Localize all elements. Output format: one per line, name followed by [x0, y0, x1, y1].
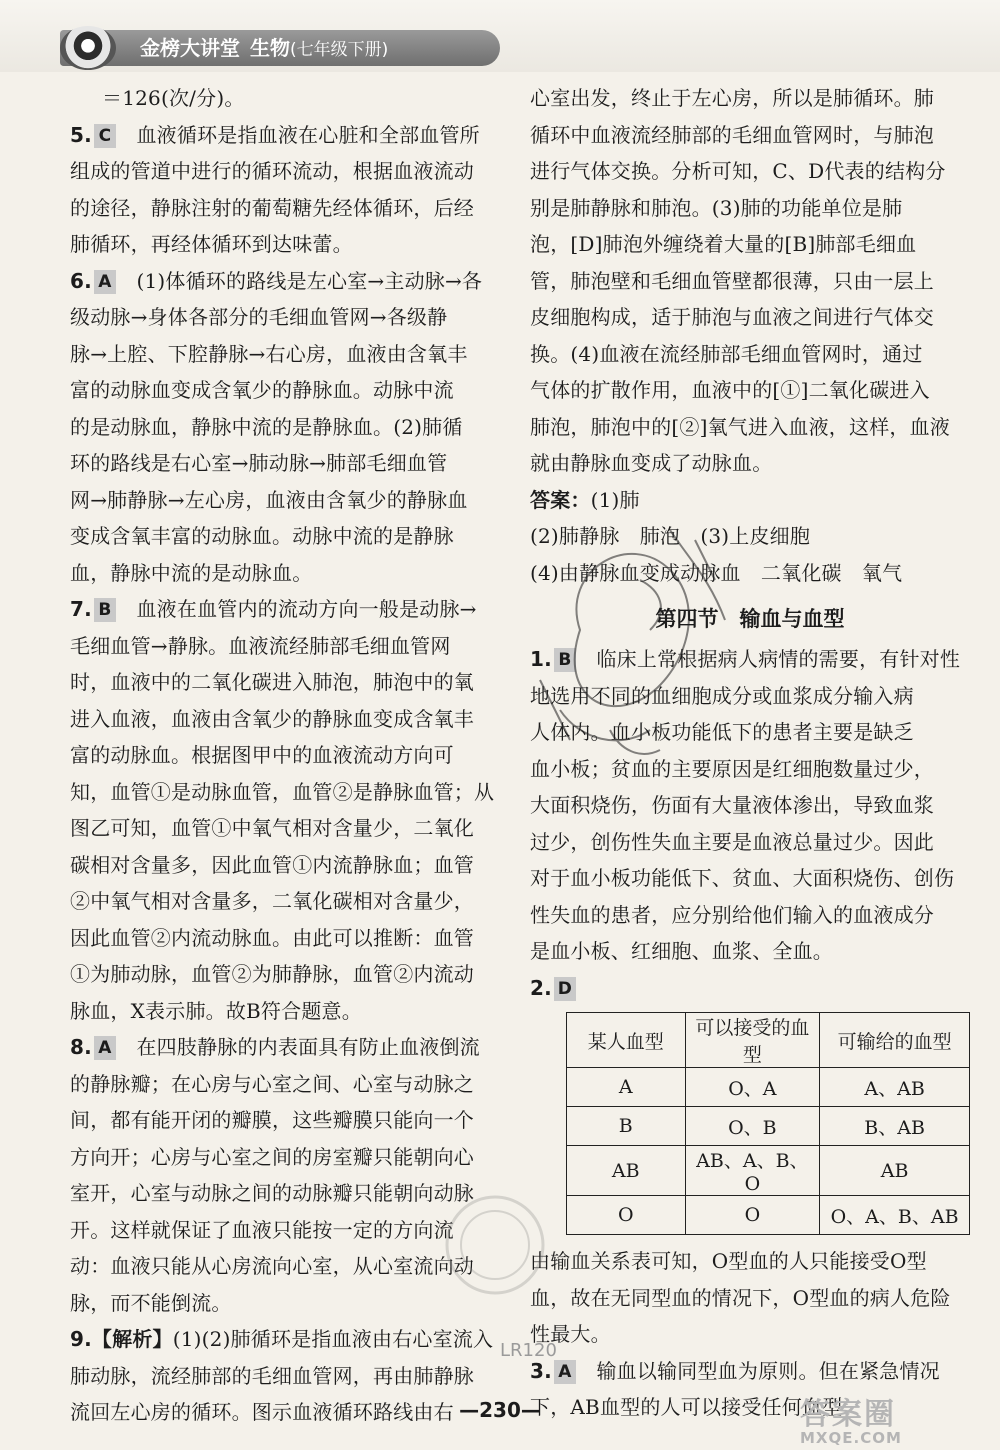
left-line: 变成含氧丰富的动脉血。动脉中流的是静脉	[70, 524, 454, 548]
right-bottom-line: 由输血关系表可知，O型血的人只能接受O型	[530, 1249, 927, 1273]
left-line: 毛细血管→静脉。血液流经肺部毛细血管网	[70, 633, 451, 658]
left-line: 的途径，静脉注射的葡萄糖先经体循环，后经	[70, 195, 474, 220]
question-text: 血液循环是指血液在心脏和全部血管所	[129, 122, 480, 147]
question-text: (1)体循环的路线是左心室→主动脉→各	[129, 268, 483, 293]
answer-label: 答案：	[530, 487, 591, 512]
table-row	[567, 1196, 970, 1235]
answer-badge: B	[554, 648, 576, 672]
left-line: 方向开；心房与心室之间的房室瓣只能朝向心	[70, 1144, 474, 1169]
table-header-row	[567, 1013, 970, 1068]
question-text: 输血以输同型血为原则。但在紧急情况	[589, 1358, 940, 1383]
left-line: 脉，而不能倒流。	[70, 1290, 232, 1315]
table-row	[567, 1146, 970, 1196]
table-cell: O、A、B、AB	[820, 1196, 970, 1235]
right-bottom-line: 血，故在无同型血的情况下，O型血的病人危险	[530, 1285, 951, 1310]
question-number: 8.	[70, 1035, 92, 1059]
left-line: 脉血，X表示肺。故B符合题意。	[70, 998, 362, 1023]
left-line: 室开，心室与动脉之间的动脉瓣只能朝向动脉	[70, 1181, 474, 1205]
left-line: 动：血液只能从心房流向心室，从心室流向动	[70, 1254, 474, 1278]
left-line: 开。这样就保证了血液只能按一定的方向流	[70, 1217, 454, 1242]
right-mid-line: 对于血小板功能低下、贫血、大面积烧伤、创伤	[530, 866, 955, 890]
left-line: 肺动脉，流经肺部的毛细血管网，再由肺静脉	[70, 1363, 474, 1388]
right-bottom-line	[530, 1353, 970, 1390]
blood-type-table	[566, 1012, 970, 1235]
right-mid-line: 地选用不同的血细胞成分或血浆成分输入病	[530, 683, 914, 708]
analysis-label: 【解析】	[91, 1327, 173, 1351]
table-cell: B	[567, 1107, 686, 1146]
left-line	[70, 117, 500, 154]
table-cell: A	[567, 1068, 686, 1107]
question-number: 9.	[70, 1327, 92, 1351]
watermark-logo	[800, 1397, 990, 1448]
right-bottom-line: 性最大。	[530, 1322, 611, 1346]
header-title	[140, 32, 388, 64]
stamp-mark	[440, 1190, 550, 1300]
answer-badge: A	[94, 1036, 116, 1060]
table-header: 可输给的血型	[820, 1013, 970, 1068]
left-line: 时，血液中的二氧化碳进入肺泡，肺泡中的氧	[70, 670, 474, 694]
left-line: 流回左心房的循环。图示血液循环路线由右	[70, 1400, 454, 1424]
table-header: 可以接受的血型	[685, 1013, 820, 1068]
answer-badge: C	[94, 124, 116, 148]
answer-line-3: (4)由静脉血变成动脉血 二氧化碳 氧气	[530, 560, 903, 585]
watermark-url: MXQE.COM	[800, 1429, 902, 1447]
answer-line-2: (2)肺静脉 肺泡 (3)上皮细胞	[530, 524, 811, 548]
left-line	[70, 591, 500, 628]
brand-logo-icon	[60, 26, 116, 70]
book-title: 金榜大讲堂	[140, 36, 240, 60]
right-mid-line: 大面积烧伤，伤面有大量液体渗出，导致血浆	[530, 793, 934, 817]
right-top-line: 皮细胞构成，适于肺泡与血液之间进行气体交	[530, 305, 934, 329]
right-top-line: 进行气体交换。分析可知，C、D代表的结构分	[530, 159, 946, 183]
table-cell: O	[567, 1196, 686, 1235]
question-number: 6.	[70, 268, 92, 293]
question-number: 1.	[530, 647, 552, 671]
left-column	[70, 80, 500, 1431]
right-top-line: 肺泡，肺泡中的[②]氧气进入血液，这样，血液	[530, 414, 951, 439]
subject-label: 生物	[250, 36, 290, 60]
right-top-line: 管，肺泡壁和毛细血管壁都很薄，只由一层上	[530, 268, 934, 293]
question-number: 5.	[70, 122, 92, 147]
table-cell: O	[685, 1196, 820, 1235]
right-top-line: 循环中血液流经肺部的毛细血管网时，与肺泡	[530, 122, 934, 147]
right-top-line: 别是肺静脉和肺泡。(3)肺的功能单位是肺	[530, 195, 903, 220]
left-line: 碳相对含量多，因此血管①内流静脉血；血管	[70, 852, 474, 877]
right-mid-line: 性失血的患者，应分别给他们输入的血液成分	[530, 902, 934, 927]
left-line: 富的动脉血。根据图甲中的血液流动方向可	[70, 743, 454, 767]
left-line: 组成的管道中进行的循环流动，根据血液流动	[70, 159, 474, 183]
right-mid-line: 过少，创伤性失血主要是血液总量过少。因此	[530, 829, 934, 854]
question-2-answer-badge: D	[554, 977, 576, 1001]
left-line: 血，静脉中流的是动脉血。	[70, 560, 313, 585]
left-line: ②中氧气相对含量多，二氧化碳相对含量少，	[70, 889, 474, 913]
table-row	[567, 1068, 970, 1107]
right-top-line: 心室出发，终止于左心房，所以是肺循环。肺	[530, 86, 934, 110]
right-top-line: 换。(4)血液在流经肺部毛细血管网时，通过	[530, 341, 923, 366]
table-cell: AB	[567, 1146, 686, 1196]
question-text: 在四肢静脉的内表面具有防止血液倒流	[129, 1035, 480, 1059]
question-text: 血液在血管内的流动方向一般是动脉→	[129, 597, 477, 621]
left-line	[70, 263, 500, 300]
left-line: 网→肺静脉→左心房，血液由含氧少的静脉血	[70, 487, 468, 512]
table-cell: O、A	[685, 1068, 820, 1107]
table-row	[567, 1107, 970, 1146]
left-line: 富的动脉血变成含氧少的静脉血。动脉中流	[70, 378, 454, 402]
left-line: 因此血管②内流动脉血。由此可以推断：血管	[70, 925, 474, 950]
table-cell: B、AB	[820, 1107, 970, 1146]
handwriting-scribble	[520, 510, 770, 790]
table-cell: A、AB	[820, 1068, 970, 1107]
table-cell: AB	[820, 1146, 970, 1196]
question-text: (1)(2)肺循环是指血液由右心室流入	[172, 1327, 494, 1351]
left-line: 进入血液，血液由含氧少的静脉血变成含氧丰	[70, 706, 474, 731]
question-number: 7.	[70, 597, 92, 621]
right-top-line: 就由静脉血变成了动脉血。	[530, 451, 773, 475]
question-2-line	[530, 970, 970, 1007]
answer-line-1: (1)肺	[590, 487, 640, 512]
watermark-main: 答案圈	[800, 1397, 896, 1432]
left-line	[70, 1321, 500, 1358]
right-top-text	[530, 80, 970, 482]
question-number: 3.	[530, 1358, 552, 1383]
left-line: 的静脉瓣；在心房与心室之间、心室与动脉之	[70, 1071, 474, 1096]
table-header: 某人血型	[567, 1013, 686, 1068]
left-line: 级动脉→身体各部分的毛细血管网→各级静	[70, 305, 448, 329]
left-line: 间，都有能开闭的瓣膜，这些瓣膜只能向一个	[70, 1108, 474, 1132]
right-mid-line: 血小板；贫血的主要原因是红细胞数量过少，	[530, 756, 934, 781]
answer-badge: A	[554, 1360, 576, 1384]
page-number: —230—	[459, 1398, 541, 1422]
left-line: 的是动脉血，静脉中流的是静脉血。(2)肺循	[70, 414, 463, 439]
print-code: LR120	[500, 1340, 557, 1361]
left-line: 图乙可知，血管①中氧气相对含量少，二氧化	[70, 816, 474, 840]
right-top-line: 气体的扩散作用，血液中的[①]二氧化碳进入	[530, 378, 930, 402]
right-mid-line: 人体内。血小板功能低下的患者主要是缺乏	[530, 720, 914, 744]
left-line	[70, 1029, 500, 1066]
left-line: 脉→上腔、下腔静脉→右心房，血液由含氧丰	[70, 341, 468, 366]
answer-badge: A	[94, 270, 116, 294]
table-cell: AB、A、B、O	[685, 1146, 820, 1196]
left-line: 肺循环，再经体循环到达味蕾。	[70, 232, 353, 256]
right-top-line: 泡，[D]肺泡外缠绕着大量的[B]肺部毛细血	[530, 232, 917, 256]
question-text: 临床上常根据病人病情的需要，有针对性	[589, 647, 961, 671]
question-2-number: 2.	[530, 975, 552, 1000]
right-mid-line: 是血小板、红细胞、血浆、全血。	[530, 939, 833, 963]
answer-badge: B	[94, 598, 116, 622]
left-line: 知，血管①是动脉血管，血管②是静脉血管；从	[70, 779, 495, 804]
left-line: ＝126(次/分)。	[102, 86, 245, 110]
table-cell: O、B	[685, 1107, 820, 1146]
left-line: 环的路线是右心室→肺动脉→肺部毛细血管	[70, 451, 448, 475]
section-title: 第四节 输血与血型	[655, 607, 845, 631]
left-line: ①为肺动脉，血管②为肺静脉，血管②内流动	[70, 962, 474, 986]
right-bottom-line: 下，AB血型的人可以接受任何血型	[530, 1395, 843, 1419]
grade-label: (七年级下册)	[290, 40, 389, 60]
